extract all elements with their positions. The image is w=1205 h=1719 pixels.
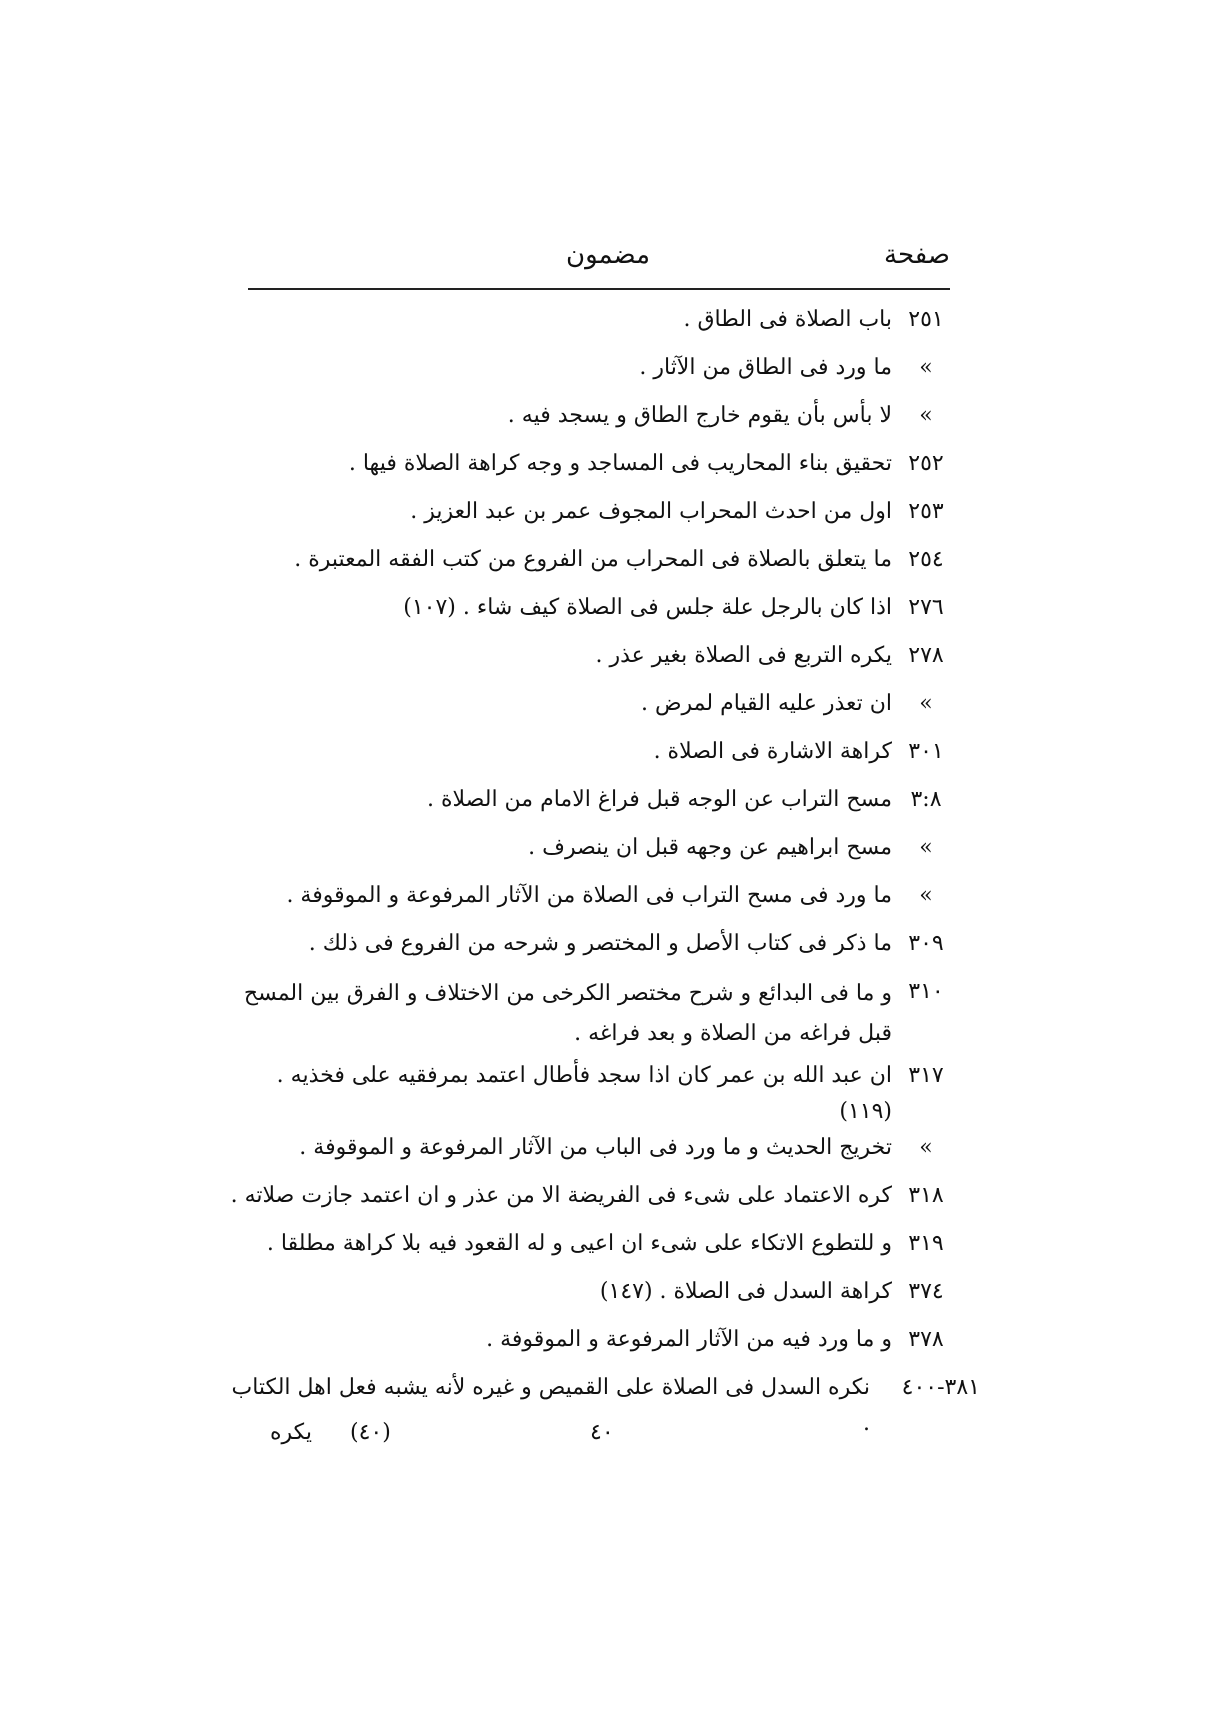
header-rule [248, 288, 950, 290]
entry-page-number: ٣١٩ [908, 1231, 944, 1256]
entry-text: تحقيق بناء المحاريب فى المساجد و وجه كراهة الصلاة فيها . [348, 451, 892, 476]
entry-text: ما ذكر فى كتاب الأصل و المختصر و شرحه من الفروع فى ذلك . [308, 931, 892, 956]
entry-page-number: ٢٥١ [908, 307, 944, 332]
entry-text: ان عبد الله بن عمر كان اذا سجد فأطال اعتمد بمرفقيه على فخذيه . (١١٩) [276, 1063, 892, 1124]
entry-page-number: ٢٥٣ [908, 499, 944, 524]
entry-text: ما ورد فى الطاق من الآثار . [639, 355, 892, 380]
entry-page-number: ٣١٠ [908, 979, 944, 1004]
entry-page-number: ٢٥٤ [908, 547, 944, 572]
entry-page-number: ٢٥٢ [908, 451, 944, 476]
list-item [230, 1226, 950, 1274]
entry-page-number: ٢٧٨ [908, 643, 944, 668]
entry-text: لا بأس بأن يقوم خارج الطاق و يسجد فيه . [507, 403, 892, 428]
list-item [230, 974, 950, 1058]
list-item [230, 398, 950, 446]
page-number: ٤٠ [590, 1420, 614, 1445]
entry-page-number: ٣٠١ [908, 739, 944, 764]
list-item [230, 302, 950, 350]
entry-text: يكره التربع فى الصلاة بغير عذر . [595, 643, 892, 668]
list-item [230, 926, 950, 974]
list-item [230, 686, 950, 734]
list-item [230, 350, 950, 398]
entry-text: تخريج الحديث و ما ورد فى الباب من الآثار المرفوعة و الموقوفة . [299, 1135, 892, 1160]
signature-mark: (٤٠) [350, 1420, 391, 1445]
entry-page-number: ٣١٧ [908, 1063, 944, 1088]
content-column-heading: مضمون [565, 240, 650, 270]
entry-page-number: ٣١٨ [908, 1183, 944, 1208]
list-item [230, 734, 950, 782]
entry-page-number: » [919, 835, 933, 860]
list-item [230, 782, 950, 830]
entry-text: مسح ابراهيم عن وجهه قبل ان ينصرف . [528, 835, 892, 860]
entry-page-number: » [919, 355, 933, 380]
entry-page-number: ٣٠٩ [908, 931, 944, 956]
entry-text: و ما ورد فيه من الآثار المرفوعة و الموقوفة . [486, 1327, 892, 1352]
entry-page-number: ٣٨١-٤٠٠ [901, 1375, 980, 1400]
list-item [230, 638, 950, 686]
entry-page-number: ٢٧٦ [908, 595, 944, 620]
list-item [230, 494, 950, 542]
entry-text: نكره السدل فى الصلاة على القميص و غيره لأنه يشبه فعل اهل الكتاب . [231, 1375, 870, 1436]
entry-page-number: » [919, 403, 933, 428]
entry-text: كراهة السدل فى الصلاة . (١٤٧) [599, 1279, 892, 1304]
entry-text: و للتطوع الاتكاء على شىء ان اعيى و له القعود فيه بلا كراهة مطلقا . [266, 1231, 892, 1256]
entry-text: و ما فى البدائع و شرح مختصر الكرخى من الاختلاف و الفرق بين المسح قبل فراغه من الصلاة و بعد فراغه . [243, 981, 892, 1046]
list-item [230, 446, 950, 494]
entry-text: ان تعذر عليه القيام لمرض . [640, 691, 892, 716]
entry-text: كراهة الاشارة فى الصلاة . [653, 739, 892, 764]
catchword: يكره [270, 1420, 312, 1445]
page-column-heading: صفحة [884, 240, 950, 270]
entry-page-number: » [919, 1135, 933, 1160]
page-footer [270, 1420, 950, 1460]
list-item [230, 542, 950, 590]
entry-page-number: ٣٧٨ [908, 1327, 944, 1352]
entry-text: اذا كان بالرجل علة جلس فى الصلاة كيف شاء . (١٠٧) [403, 595, 892, 620]
entry-page-number: ٣٧٤ [908, 1279, 944, 1304]
entry-text: ما ورد فى مسح التراب فى الصلاة من الآثار المرفوعة و الموقوفة . [286, 883, 892, 908]
list-item [230, 1130, 950, 1178]
list-item [230, 1058, 950, 1130]
entry-text: مسح التراب عن الوجه قبل فراغ الامام من الصلاة . [427, 787, 892, 812]
entry-text: اول من احدث المحراب المجوف عمر بن عبد العزيز . [410, 499, 892, 524]
entry-text: ما يتعلق بالصلاة فى المحراب من الفروع من كتب الفقه المعتبرة . [294, 547, 892, 572]
list-item [230, 878, 950, 926]
list-item [230, 1322, 950, 1370]
entry-page-number: ٣:٨ [910, 787, 942, 812]
entry-text: باب الصلاة فى الطاق . [683, 307, 892, 332]
contents-list [230, 302, 980, 1442]
list-item [230, 1178, 950, 1226]
list-item [230, 590, 950, 638]
entry-page-number: » [919, 691, 933, 716]
entry-text: كره الاعتماد على شىء فى الفريضة الا من عذر و ان اعتمد جازت صلاته . [230, 1183, 892, 1208]
list-item [230, 1274, 950, 1322]
list-item [230, 830, 950, 878]
entry-page-number: » [919, 883, 933, 908]
table-header [248, 240, 950, 284]
